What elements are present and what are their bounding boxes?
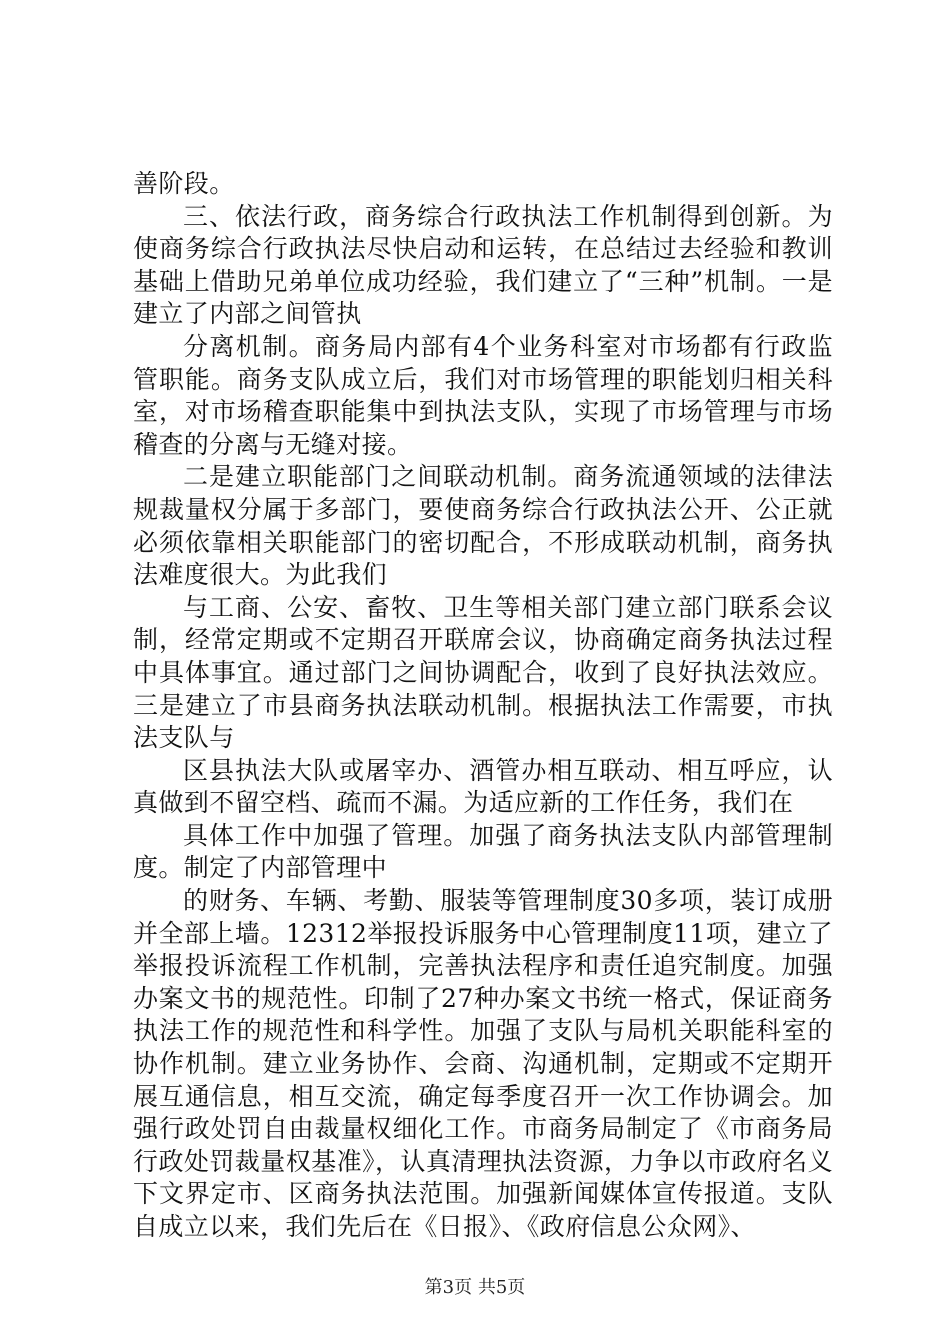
paragraph-3: 二是建立职能部门之间联动机制。商务流通领域的法律法规裁量权分属于多部门，要使商务综合行政执法公开、公正就必须依靠相关职能部门的密切配合，不形成联动机制，商务执法难度很大。为此我们 xyxy=(133,462,833,590)
paragraph-7: 的财务、车辆、考勤、服装等管理制度30多项，装订成册并全部上墙。12312举报投诉服务中心管理制度11项，建立了举报投诉流程工作机制，完善执法程序和责任追究制度。加强办案文书的规范性。印制了27种办案文书统一格式，保证商务执法工作的规范性和科学性。加强了支队与局机关职能科室的协作机制。建立业务协作、会商、沟通机制，定期或不定期开展互通信息，相互交流，确定每季度召开一次工作协调会。加强行政处罚自由裁量权细化工作。市商务局制定了《市商务局行政处罚裁量权基准》，认真清理执法资源，力争以市政府名义下文界定市、区商务执法范围。加强新闻媒体宣传报道。支队自成立以来，我们先后在《日报》、《政府信息公众网》、 xyxy=(133,886,833,1241)
paragraph-4: 与工商、公安、畜牧、卫生等相关部门建立部门联系会议制，经常定期或不定期召开联席会议，协商确定商务执法过程中具体事宜。通过部门之间协调配合，收到了良好执法效应。三是建立了市县商务执法联动机制。根据执法工作需要，市执法支队与 xyxy=(133,592,833,753)
document-body xyxy=(133,168,833,1244)
paragraph-6: 具体工作中加强了管理。加强了商务执法支队内部管理制度。制定了内部管理中 xyxy=(133,820,833,883)
page-footer: 第3页 共5页 xyxy=(424,1277,526,1298)
paragraph-5: 区县执法大队或屠宰办、酒管办相互联动、相互呼应，认真做到不留空档、疏而不漏。为适应新的工作任务，我们在 xyxy=(133,755,833,818)
paragraph-0: 善阶段。 xyxy=(133,169,235,198)
paragraph-1: 三、依法行政，商务综合行政执法工作机制得到创新。为使商务综合行政执法尽快启动和运转，在总结过去经验和教训基础上借助兄弟单位成功经验，我们建立了“三种”机制。一是建立了内部之间管执 xyxy=(133,201,833,329)
paragraph-2: 分离机制。商务局内部有4个业务科室对市场都有行政监管职能。商务支队成立后，我们对市场管理的职能划归相关科室，对市场稽查职能集中到执法支队，实现了市场管理与市场稽查的分离与无缝对接。 xyxy=(133,331,833,459)
